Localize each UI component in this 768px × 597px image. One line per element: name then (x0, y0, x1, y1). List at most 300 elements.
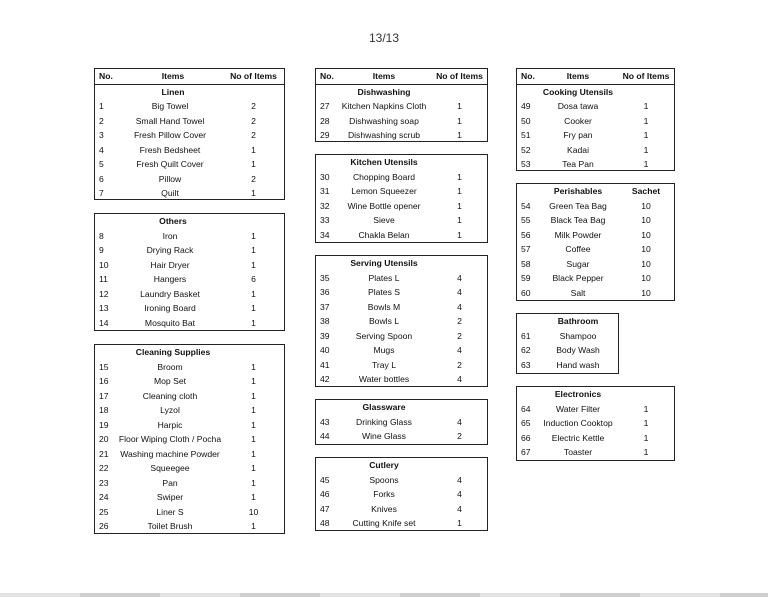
row-quantity: 4 (457, 287, 462, 297)
row-number: 53 (521, 159, 531, 169)
row-number: 48 (320, 518, 330, 528)
row-item: Black Pepper (552, 273, 604, 283)
table-row (316, 300, 487, 315)
serving-utensils-table (315, 255, 488, 387)
row-item: Lemon Squeezer (351, 186, 417, 196)
header-items: Items (566, 71, 590, 81)
row-number: 29 (320, 130, 330, 140)
row-number: 66 (521, 432, 531, 443)
row-number: 11 (99, 274, 108, 284)
row-number: 18 (99, 405, 109, 415)
table-row (316, 184, 487, 199)
row-item: Spoons (369, 474, 399, 485)
row-number: 9 (99, 245, 104, 255)
table-row (316, 170, 487, 185)
row-number: 8 (99, 230, 104, 241)
row-number: 46 (320, 489, 330, 499)
row-item: Shampoo (559, 330, 597, 341)
row-item: Fresh Quilt Cover (136, 159, 204, 169)
others-rows (95, 229, 284, 331)
section-title-bathroom: Bathroom (557, 316, 599, 326)
row-quantity: 1 (251, 419, 256, 430)
row-item: Toilet Brush (147, 521, 193, 531)
section-title-linen: Linen (161, 86, 185, 97)
row-number: 63 (521, 359, 531, 370)
row-item: Knives (371, 503, 397, 514)
row-quantity: 1 (457, 229, 462, 240)
row-quantity: 1 (251, 376, 256, 386)
table-row (95, 418, 284, 433)
row-item: Electric Kettle (551, 432, 605, 443)
section-title-cooking-utensils: Cooking Utensils (542, 86, 614, 97)
row-number: 4 (99, 144, 104, 155)
row-item: Plates L (368, 272, 400, 283)
row-quantity: 1 (251, 463, 256, 473)
table-row (95, 229, 284, 244)
table-row (95, 476, 284, 491)
table-row (95, 447, 284, 462)
header-no: No. (320, 71, 334, 81)
electronics-rows (517, 402, 674, 460)
row-item: Fresh Bedsheet (139, 144, 201, 155)
row-item: Laundry Basket (140, 288, 200, 299)
kitchen-utensils-table (315, 154, 488, 243)
table-row (316, 114, 487, 129)
column-3 (516, 68, 675, 461)
table-row (316, 128, 487, 143)
row-item: Chakla Belan (358, 229, 410, 240)
row-number: 33 (320, 215, 330, 225)
row-item: Mop Set (153, 376, 186, 386)
row-item: Quilt (161, 188, 179, 198)
row-item: Kadai (567, 144, 589, 155)
row-quantity: 4 (457, 474, 462, 485)
bottom-edge (0, 593, 768, 597)
row-item: Plates S (367, 287, 400, 297)
section-title-perishables: Perishables (553, 186, 603, 196)
row-quantity: 1 (251, 477, 256, 488)
row-number: 50 (521, 115, 531, 126)
row-number: 41 (320, 359, 330, 370)
row-quantity: 6 (251, 274, 256, 284)
row-quantity: 1 (643, 432, 649, 443)
row-number: 38 (320, 316, 330, 326)
row-quantity: 10 (641, 200, 651, 211)
row-item: Kitchen Napkins Cloth (341, 101, 427, 111)
row-quantity: 1 (251, 245, 256, 255)
row-item: Lyzol (160, 405, 180, 415)
row-item: Hand wash (556, 359, 600, 370)
row-item: Cooker (564, 115, 592, 126)
row-item: Mosquito Bat (144, 317, 196, 328)
table-row (316, 213, 487, 228)
row-number: 3 (99, 130, 104, 140)
row-item: Black Tea Bag (550, 215, 606, 225)
header-no-of-items: No of Items (622, 71, 670, 81)
row-number: 59 (521, 273, 531, 283)
row-quantity: 4 (457, 489, 462, 499)
row-number: 17 (99, 390, 109, 401)
row-quantity: 10 (641, 273, 651, 283)
page-number: 13/13 (368, 31, 400, 45)
row-quantity: 1 (643, 101, 649, 111)
row-number: 36 (320, 287, 330, 297)
row-quantity: 1 (457, 215, 462, 225)
row-number: 15 (99, 361, 109, 372)
table-row (316, 343, 487, 358)
row-quantity: 10 (641, 215, 651, 225)
row-item: Coffee (565, 244, 591, 254)
others-table (94, 213, 285, 331)
row-quantity: 10 (641, 258, 651, 269)
row-number: 60 (521, 287, 531, 298)
row-quantity: 2 (251, 115, 256, 126)
row-quantity: 4 (457, 301, 462, 312)
row-quantity: 1 (251, 405, 256, 415)
row-quantity: 2 (251, 173, 256, 184)
row-quantity: 2 (457, 330, 462, 341)
row-quantity: 4 (457, 345, 462, 355)
table-row (316, 487, 487, 502)
table-row (517, 286, 674, 301)
table-row (517, 402, 674, 417)
table-row (95, 432, 284, 447)
header-items: Items (161, 71, 185, 81)
row-item: Sugar (566, 258, 590, 269)
glassware-rows (316, 415, 487, 444)
row-quantity: 1 (457, 186, 462, 196)
table-row (95, 403, 284, 418)
row-number: 31 (320, 186, 330, 196)
row-item: Liner S (156, 506, 184, 517)
row-item: Water bottles (358, 374, 410, 384)
row-quantity: 1 (643, 115, 649, 126)
row-number: 34 (320, 229, 330, 240)
table-row (517, 143, 674, 158)
table-row (95, 272, 284, 287)
row-number: 14 (99, 317, 109, 328)
section-title-serving-utensils: Serving Utensils (350, 258, 418, 268)
row-number: 1 (99, 101, 104, 111)
row-quantity: 1 (251, 361, 256, 372)
row-item: Bowls M (367, 301, 401, 312)
section-title-others: Others (159, 216, 187, 226)
table-row (95, 114, 284, 129)
table-row (95, 143, 284, 158)
row-item: Iron (162, 230, 178, 241)
header-no: No. (521, 71, 535, 81)
table-row (316, 314, 487, 329)
row-number: 57 (521, 244, 531, 254)
header-items: Items (372, 71, 396, 81)
row-number: 26 (99, 521, 109, 531)
table-row (316, 502, 487, 517)
column-2 (315, 68, 488, 531)
table-row (95, 389, 284, 404)
row-item: Pillow (158, 173, 182, 184)
row-number: 12 (99, 288, 109, 299)
table-row (95, 287, 284, 302)
row-number: 37 (320, 301, 330, 312)
row-item: Body Wash (556, 345, 600, 355)
table-header (95, 69, 284, 85)
table-row (517, 213, 674, 228)
row-item: Drying Rack (146, 245, 194, 255)
row-quantity: 1 (251, 317, 256, 328)
row-number: 56 (521, 229, 531, 240)
section-title-electronics: Electronics (554, 389, 602, 399)
row-item: Swiper (156, 492, 184, 502)
row-quantity: 2 (457, 431, 462, 441)
bathroom-table (516, 313, 619, 374)
row-number: 49 (521, 101, 531, 111)
dishwashing-table (315, 68, 488, 142)
row-item: Big Towel (151, 101, 189, 111)
row-number: 25 (99, 506, 109, 517)
table-row (95, 157, 284, 172)
row-number: 16 (99, 376, 109, 386)
table-row (517, 242, 674, 257)
row-number: 58 (521, 258, 531, 269)
row-quantity: 10 (641, 244, 651, 254)
row-item: Dishwashing scrub (347, 130, 421, 140)
cutlery-rows (316, 473, 487, 531)
row-quantity: 1 (457, 115, 462, 126)
row-number: 30 (320, 171, 330, 182)
kitchen-rows (316, 170, 487, 243)
table-row (517, 228, 674, 243)
table-row (517, 329, 618, 344)
row-number: 54 (521, 200, 531, 211)
row-number: 21 (99, 448, 109, 459)
row-number: 27 (320, 101, 330, 111)
row-quantity: 1 (251, 230, 256, 241)
table-header (316, 69, 487, 85)
row-number: 51 (521, 130, 531, 140)
row-number: 2 (99, 115, 104, 126)
row-quantity: 1 (251, 448, 256, 459)
table-row (517, 99, 674, 114)
row-number: 28 (320, 115, 330, 126)
row-quantity: 1 (251, 188, 256, 198)
row-quantity: 4 (457, 416, 462, 427)
perishables-header (517, 184, 674, 199)
row-quantity: 2 (251, 130, 256, 140)
row-quantity: 1 (251, 390, 256, 401)
row-quantity: 1 (251, 288, 256, 299)
section-title-glassware: Glassware (362, 402, 406, 412)
linen-rows (95, 99, 284, 201)
row-item: Dishwashing soap (349, 115, 419, 126)
row-number: 7 (99, 188, 104, 198)
row-number: 32 (320, 200, 330, 211)
row-item: Harpic (157, 419, 183, 430)
row-number: 42 (320, 374, 330, 384)
table-row (316, 271, 487, 286)
cleaning-rows (95, 360, 284, 534)
row-quantity: 4 (457, 374, 462, 384)
row-item: Bowls L (368, 316, 400, 326)
row-quantity: 1 (643, 403, 649, 414)
glassware-table (315, 399, 488, 445)
row-quantity: 1 (251, 521, 256, 531)
row-number: 44 (320, 431, 330, 441)
row-number: 24 (99, 492, 109, 502)
row-quantity: 1 (643, 159, 649, 169)
serving-rows (316, 271, 487, 387)
cooking-utensils-table (516, 68, 675, 171)
row-quantity: 10 (641, 229, 651, 240)
row-number: 43 (320, 416, 330, 427)
table-row (316, 228, 487, 243)
row-quantity: 2 (251, 101, 256, 111)
row-item: Milk Powder (554, 229, 602, 240)
table-row (316, 199, 487, 214)
header-no-of-items: No of Items (230, 71, 277, 81)
table-row (517, 199, 674, 214)
row-item: Washing machine Powder (120, 448, 220, 459)
row-number: 45 (320, 474, 330, 485)
column-1 (94, 68, 285, 534)
row-quantity: 1 (251, 303, 256, 313)
row-quantity: 2 (457, 359, 462, 370)
row-item: Ironing Board (144, 303, 196, 313)
table-row (517, 431, 674, 446)
row-item: Hair Dryer (150, 259, 190, 270)
row-number: 52 (521, 144, 531, 155)
row-number: 10 (99, 259, 109, 270)
electronics-table (516, 386, 675, 461)
header-no-of-items: No of Items (436, 71, 483, 81)
cutlery-table (315, 457, 488, 531)
row-number: 5 (99, 159, 104, 169)
row-quantity: 1 (251, 259, 256, 270)
row-item: Broom (157, 361, 183, 372)
row-quantity: 1 (251, 434, 256, 444)
row-quantity: 1 (457, 130, 462, 140)
row-item: Squeegee (150, 463, 190, 473)
row-item: Floor Wiping Cloth / Pocha (118, 434, 222, 444)
row-item: Wine Bottle opener (347, 200, 421, 211)
row-quantity: 1 (457, 200, 462, 211)
linen-table (94, 68, 285, 200)
row-item: Chopping Board (352, 171, 416, 182)
row-item: Fresh Pillow Cover (133, 130, 207, 140)
row-number: 6 (99, 173, 104, 184)
row-number: 13 (99, 303, 109, 313)
row-item: Fry pan (563, 130, 593, 140)
row-item: Salt (570, 287, 586, 298)
section-title-cutlery: Cutlery (369, 460, 399, 470)
table-header (517, 69, 674, 85)
row-item: Cutting Knife set (352, 518, 416, 528)
row-item: Forks (373, 489, 395, 499)
row-number: 67 (521, 447, 531, 457)
row-item: Induction Cooktop (543, 418, 613, 428)
row-quantity: 10 (248, 506, 259, 517)
row-item: Serving Spoon (355, 330, 413, 341)
table-row (316, 516, 487, 531)
table-row (316, 358, 487, 373)
header-no: No. (99, 71, 113, 81)
row-number: 64 (521, 403, 531, 414)
row-number: 20 (99, 434, 109, 444)
table-row (95, 374, 284, 389)
row-quantity: 1 (457, 518, 462, 528)
table-row (316, 372, 487, 387)
table-row (95, 461, 284, 476)
table-row (95, 258, 284, 273)
row-number: 55 (521, 215, 531, 225)
row-quantity: 10 (641, 287, 651, 298)
table-row (316, 329, 487, 344)
row-quantity: 1 (251, 159, 256, 169)
row-quantity: 1 (251, 492, 256, 502)
row-item: Hangers (153, 274, 187, 284)
row-item: Mugs (373, 345, 395, 355)
row-quantity: 4 (457, 503, 462, 514)
row-quantity: 1 (643, 130, 649, 140)
section-title-cleaning-supplies: Cleaning Supplies (135, 347, 211, 357)
row-number: 62 (521, 345, 531, 355)
row-quantity: 1 (643, 144, 649, 155)
dishwashing-rows (316, 99, 487, 143)
cooking-rows (517, 99, 674, 172)
row-item: Tray L (371, 359, 397, 370)
table-row (95, 128, 284, 143)
row-number: 40 (320, 345, 330, 355)
row-number: 61 (521, 330, 531, 341)
cleaning-supplies-table (94, 344, 285, 534)
row-quantity: 1 (251, 144, 256, 155)
section-title-kitchen-utensils: Kitchen Utensils (350, 157, 418, 167)
row-number: 22 (99, 463, 109, 473)
row-item: Sieve (373, 215, 395, 225)
table-row (95, 301, 284, 316)
perishables-table (516, 183, 675, 301)
table-row (95, 316, 284, 331)
row-quantity: 1 (643, 418, 649, 428)
row-quantity: 2 (457, 316, 462, 326)
table-row (517, 445, 674, 460)
row-item: Tea Pan (562, 159, 594, 169)
row-quantity: 1 (643, 447, 649, 457)
table-row (517, 257, 674, 272)
row-item: Small Hand Towel (135, 115, 205, 126)
row-item: Pan (162, 477, 178, 488)
row-item: Drinking Glass (356, 416, 412, 427)
row-number: 39 (320, 330, 330, 341)
table-row (95, 360, 284, 375)
table-row (517, 343, 618, 358)
table-row (95, 490, 284, 505)
bathroom-rows (517, 329, 618, 373)
table-row (316, 415, 487, 430)
row-number: 35 (320, 272, 330, 283)
table-row (517, 416, 674, 431)
row-item: Cleaning cloth (142, 390, 198, 401)
table-row (316, 429, 487, 444)
row-number: 23 (99, 477, 109, 488)
table-row (95, 186, 284, 201)
table-row (517, 128, 674, 143)
row-number: 65 (521, 418, 531, 428)
table-row (95, 519, 284, 534)
row-item: Green Tea Bag (549, 200, 607, 211)
table-row (316, 285, 487, 300)
table-row (316, 473, 487, 488)
row-item: Dosa tawa (557, 101, 599, 111)
